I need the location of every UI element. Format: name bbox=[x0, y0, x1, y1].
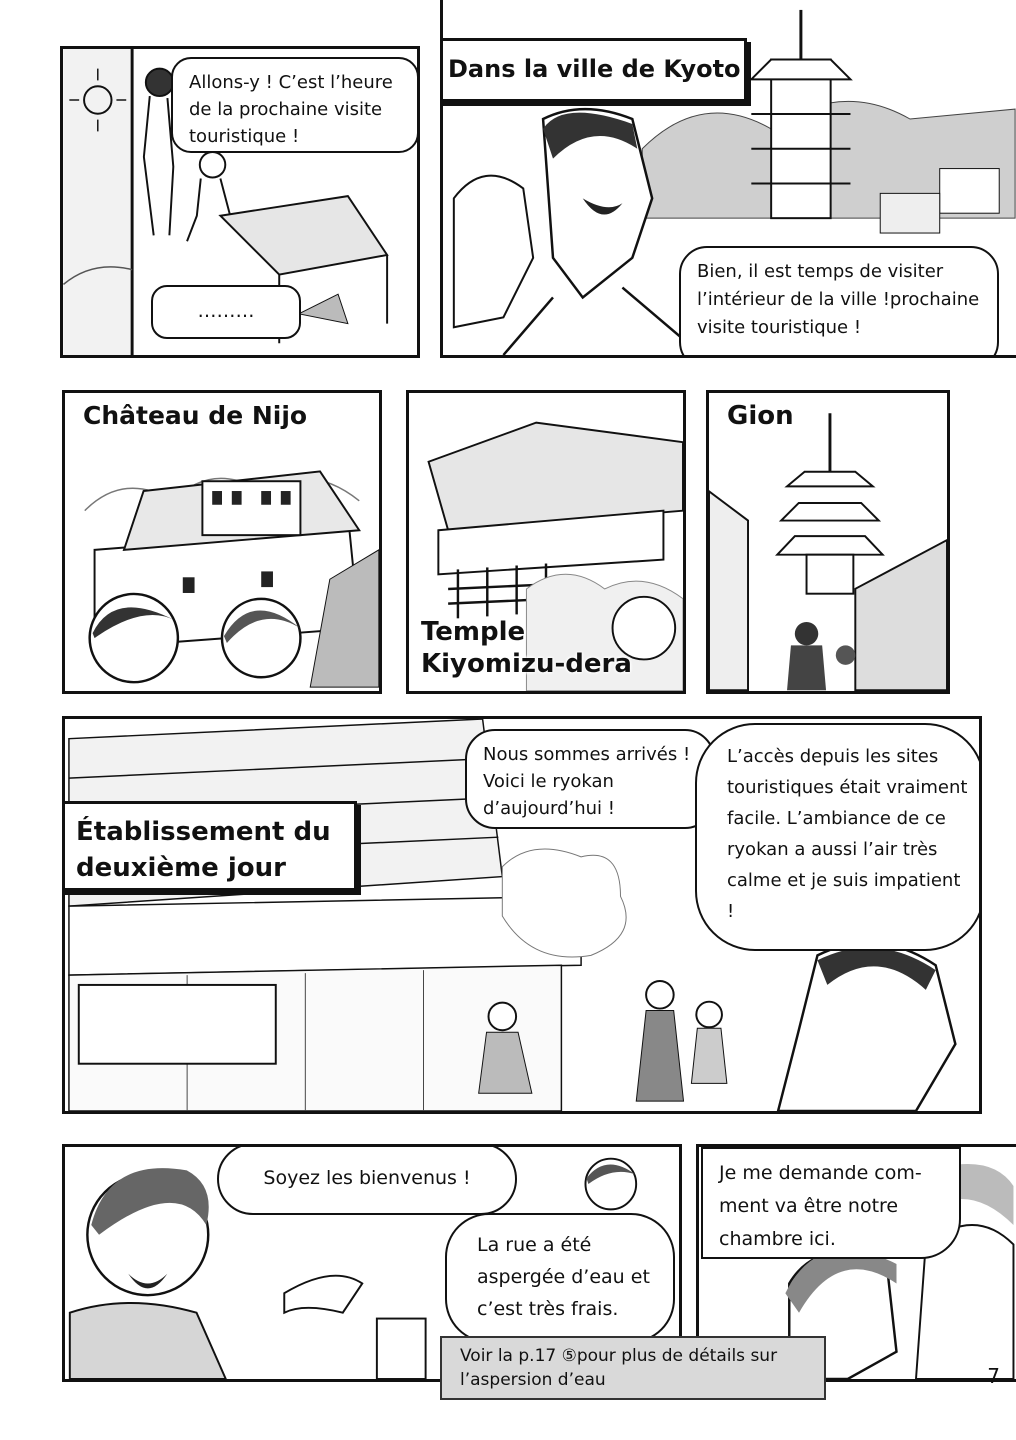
location-label-line2: Kiyomizu-dera bbox=[421, 649, 632, 679]
panel-2 bbox=[440, 0, 1016, 358]
speech-bubble-room: Je me demande com-ment va être notre chambre ici. bbox=[701, 1147, 961, 1259]
speech-bubble: Allons-y ! C’est l’heure de la prochaine visite touristique ! bbox=[171, 57, 419, 153]
panel-4 bbox=[406, 390, 686, 694]
speech-bubble-welcome: Soyez les bienvenus ! bbox=[217, 1144, 517, 1215]
page-number: 7 bbox=[987, 1364, 1000, 1388]
speech-bubble-ambiance: L’accès depuis les sites touristiques était vraiment facile. L’ambiance de ce ryokan a aussi l’air très calme et je suis impatient ! bbox=[695, 723, 982, 951]
panel-5 bbox=[706, 390, 950, 694]
panel-1 bbox=[60, 46, 420, 358]
location-caption: Dans la ville de Kyoto bbox=[440, 38, 747, 102]
panel-3-artwork bbox=[65, 393, 379, 691]
establishment-caption bbox=[62, 801, 357, 891]
caption-line-2: deuxième jour bbox=[76, 853, 286, 883]
footnote-scroll: Voir la p.17 ⑤pour plus de détails sur l’aspersion d’eau bbox=[440, 1336, 826, 1400]
panel-6 bbox=[62, 716, 982, 1114]
panel-5-artwork bbox=[709, 393, 947, 691]
caption-line-1: Établissement du bbox=[76, 817, 331, 847]
ellipsis-bubble: ……… bbox=[151, 285, 301, 339]
location-label-line1: Temple bbox=[421, 617, 526, 647]
panel-3 bbox=[62, 390, 382, 694]
location-label: Gion bbox=[727, 401, 794, 431]
speech-bubble-water: La rue a été aspergée d’eau et c’est très frais. bbox=[445, 1213, 675, 1343]
speech-bubble-arrival: Nous sommes arrivés ! Voici le ryokan d’aujourd’hui ! bbox=[465, 729, 715, 829]
speech-bubble: Bien, il est temps de visiter l’intérieur de la ville !prochaine visite touristique ! bbox=[679, 246, 999, 358]
location-label: Château de Nijo bbox=[83, 401, 308, 430]
